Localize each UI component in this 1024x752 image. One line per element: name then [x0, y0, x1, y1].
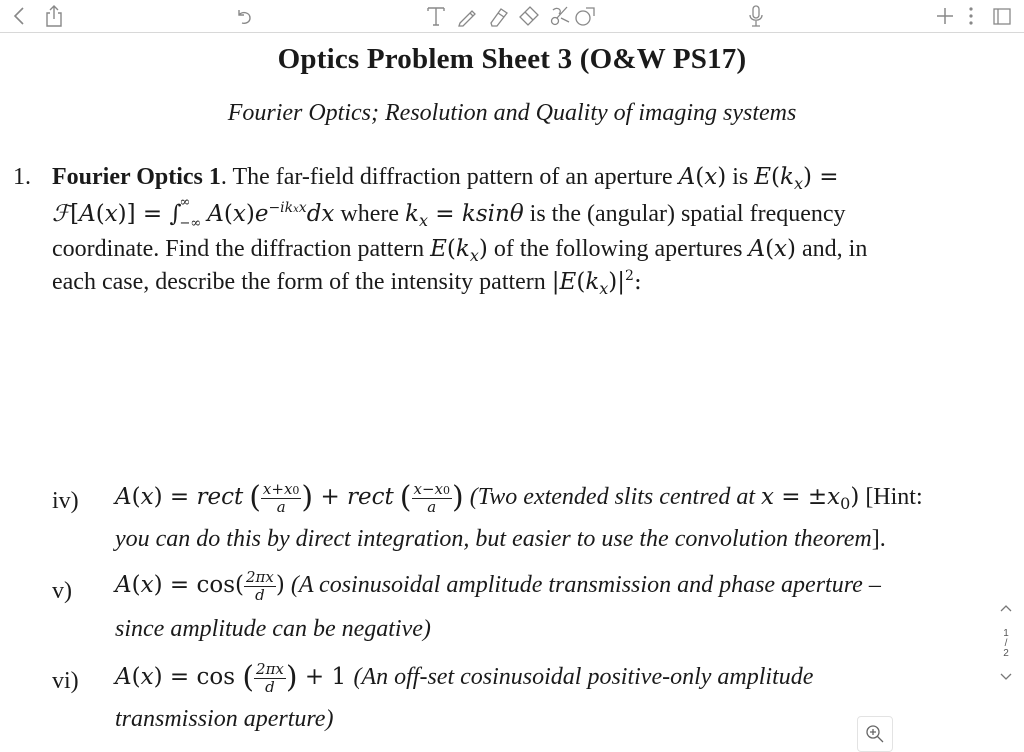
page-separator: / — [1004, 638, 1008, 649]
zoom-in-button[interactable] — [857, 716, 893, 752]
question-line-2: ℱ[A(x)] = ∫ ∞ −∞ $A(x)e^{-ikxx}dx$ where $k_x = ksin\theta$ is the (angular) spatial frequency — [52, 195, 846, 232]
top-toolbar — [0, 0, 1024, 33]
highlighter-icon[interactable] — [484, 3, 512, 29]
part-vi-line-2: transmission aperture) — [115, 706, 334, 732]
part-v-line-1: A(x) = cos( $\frac{2\pi x}{d}$ ) (A cosinusoidal amplitude transmission and phase aperture – — [115, 568, 881, 604]
eraser-icon[interactable] — [516, 3, 542, 29]
question-line-1: Fourier Optics 1. The far-field diffraction pattern of an aperture A(x) is $E(k_x)$ = — [52, 164, 839, 193]
question-line-3: coordinate. Find the diffraction pattern $E(k_x)$ of the following apertures A(x) and, in — [52, 236, 868, 265]
pages-icon[interactable] — [990, 3, 1014, 29]
page-total: 2 — [1003, 648, 1009, 659]
back-chevron-icon[interactable] — [8, 3, 30, 29]
microphone-icon[interactable] — [744, 3, 768, 29]
part-vi-label: vi) — [52, 668, 79, 694]
undo-icon[interactable] — [232, 3, 256, 29]
question-heading: Fourier Optics 1 — [52, 164, 221, 190]
page-down-icon[interactable] — [998, 669, 1014, 683]
page-navigator — [998, 600, 1014, 683]
zoom-in-icon — [865, 724, 885, 744]
part-v-label: v) — [52, 578, 72, 604]
part-iv-line-1: A(x) = rect ( $\frac{x+x0}{a}$ ) + rect ( $\frac{x-x0}{a}$ ) (Two extended slits centred at $x = \pm x_0$) [Hint: — [115, 479, 923, 516]
part-iv-line-2: you can do this by direct integration, but easier to use the convolution theorem]. — [115, 526, 886, 552]
page-up-icon[interactable] — [998, 600, 1014, 618]
share-icon[interactable] — [42, 3, 66, 29]
page-current: 1 — [1003, 628, 1009, 639]
part-iv-label: iv) — [52, 488, 79, 514]
part-vi-line-1: A(x) = cos ( $\frac{2\pi x}{d}$ ) + 1 (An off-set cosinusoidal positive-only amplitude — [115, 659, 814, 696]
lasso-icon[interactable] — [546, 3, 572, 29]
part-v-line-2: since amplitude can be negative) — [115, 616, 431, 642]
text-tool-icon[interactable] — [424, 3, 448, 29]
shapes-icon[interactable] — [572, 3, 598, 29]
add-icon[interactable] — [934, 3, 956, 29]
page-subtitle: Fourier Optics; Resolution and Quality of imaging systems — [227, 100, 797, 126]
question-number: 1. — [13, 164, 31, 190]
page-title: Optics Problem Sheet 3 (O&W PS17) — [277, 43, 747, 75]
pen-icon[interactable] — [454, 3, 480, 29]
more-vertical-icon[interactable] — [962, 3, 980, 29]
question-line-4: each case, describe the form of the intensity pattern $|E(k_x)|^2$: — [52, 268, 642, 298]
